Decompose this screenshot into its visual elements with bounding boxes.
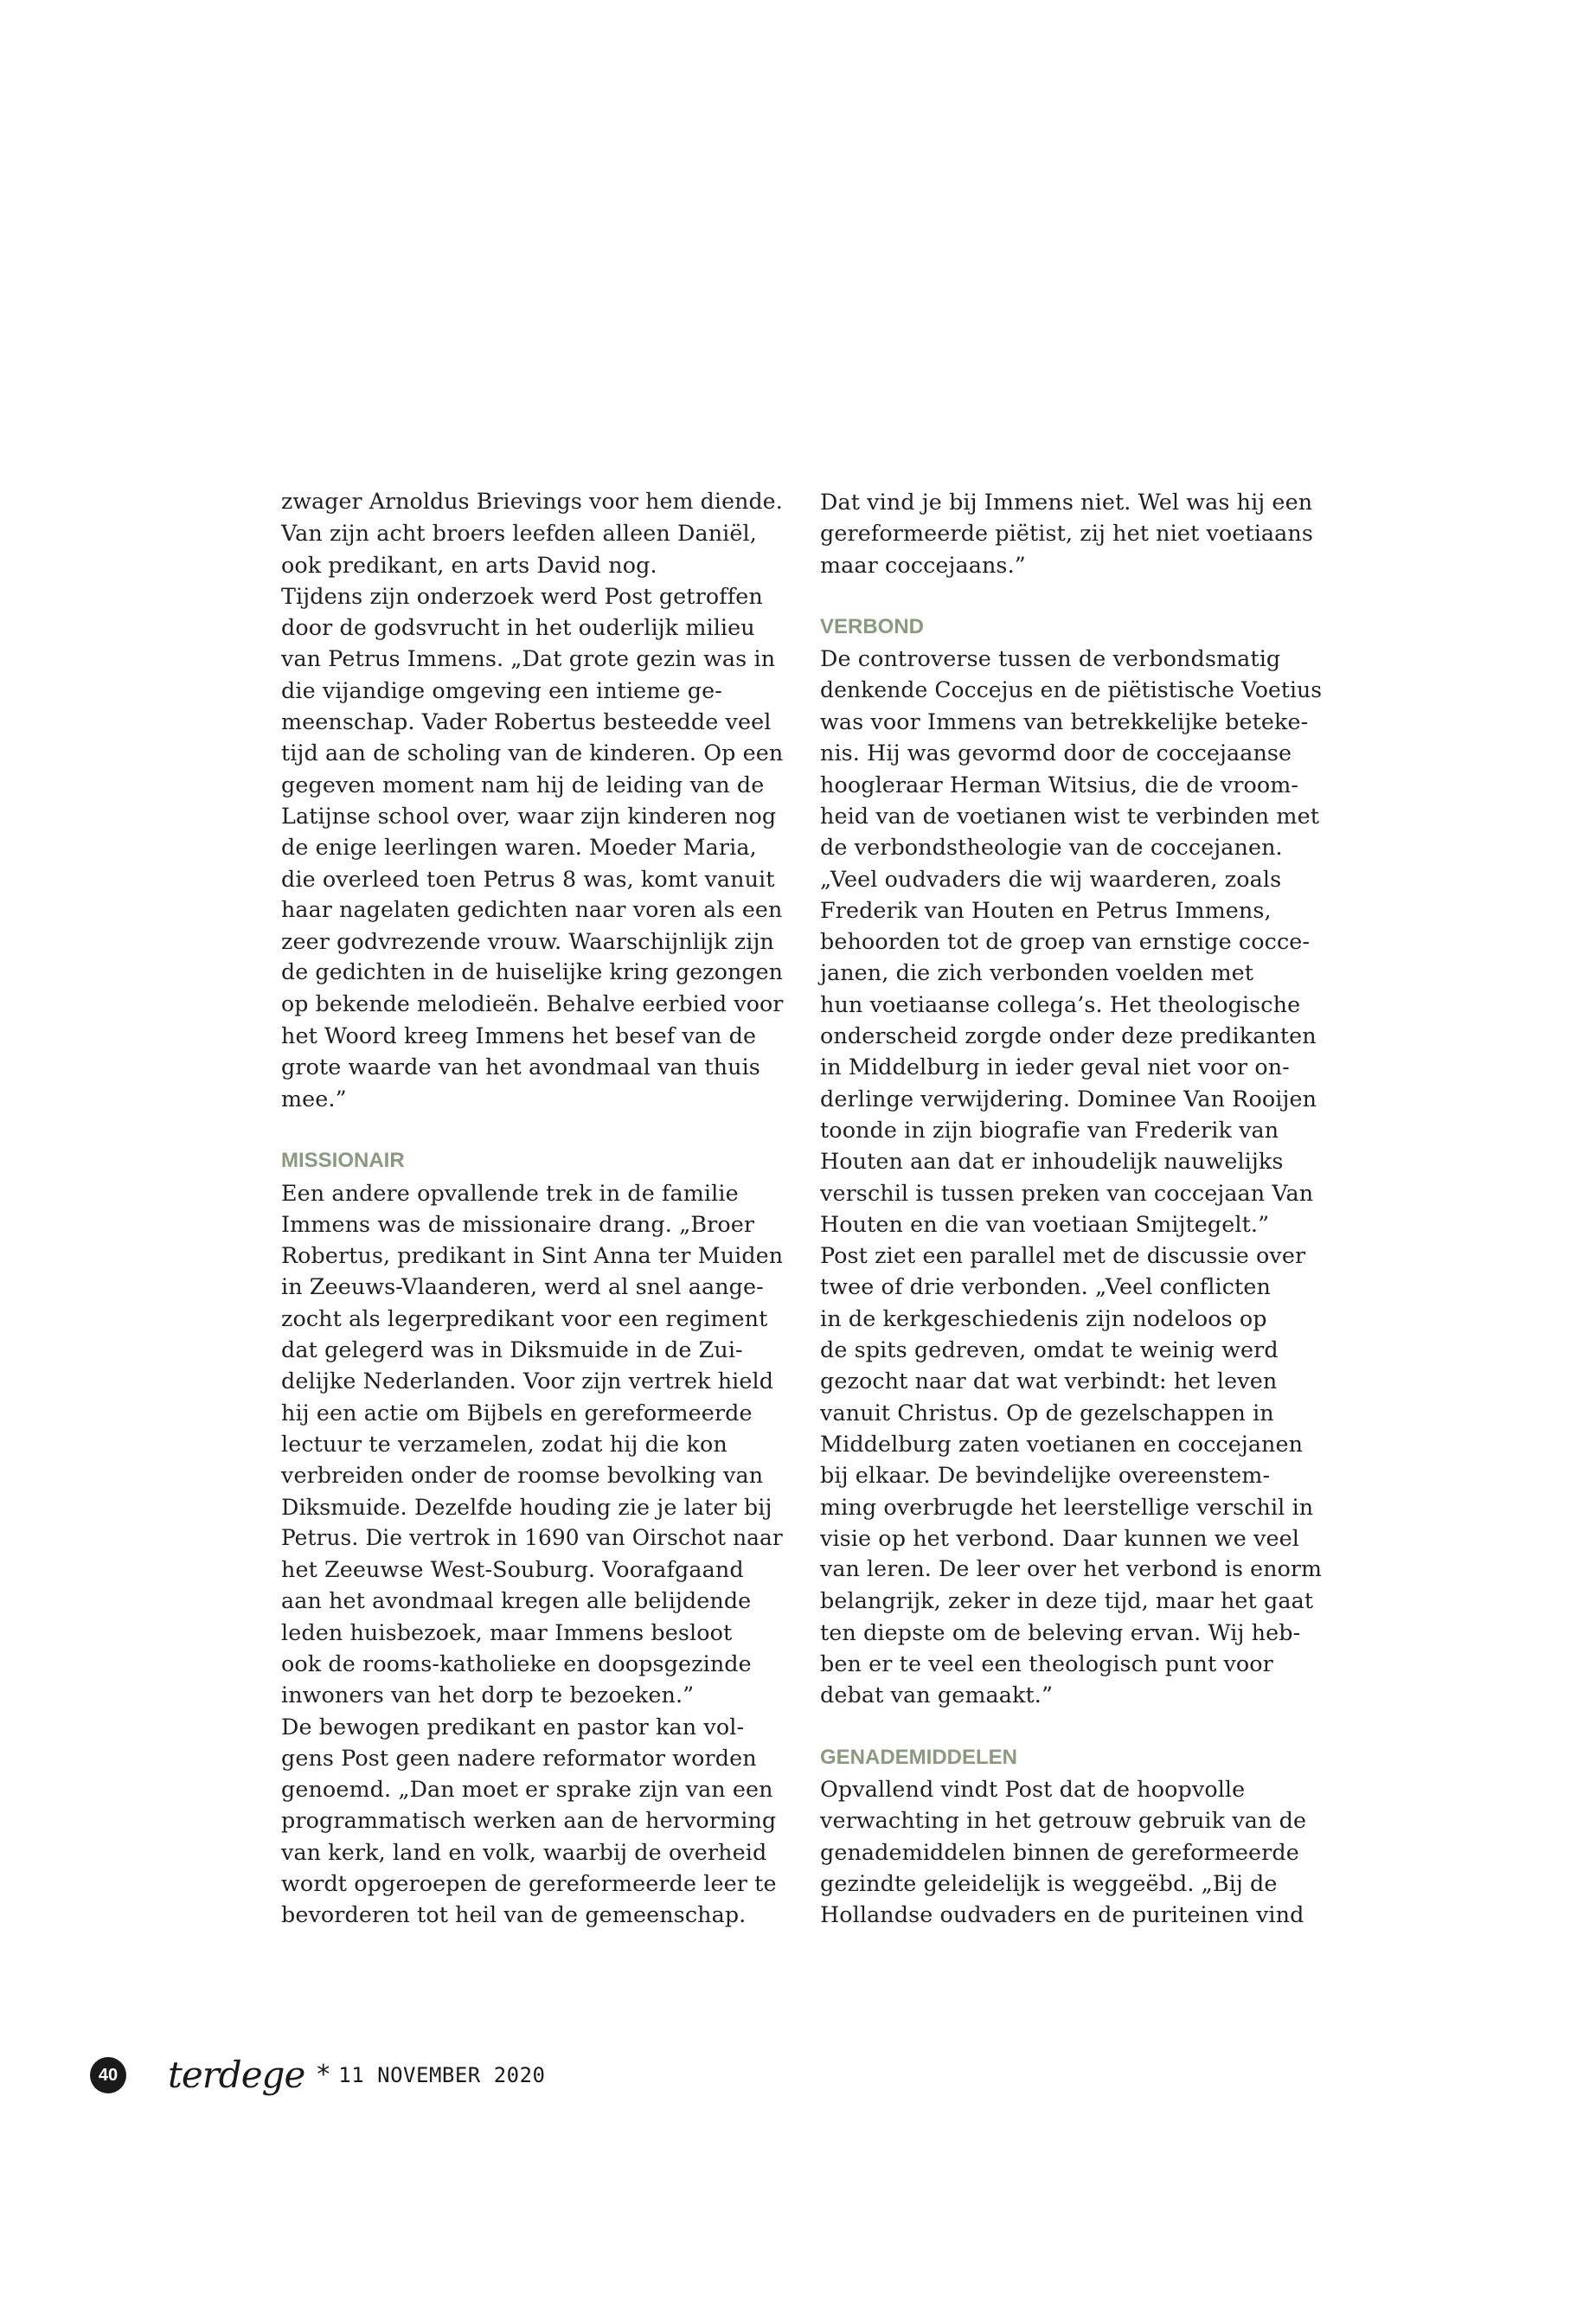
text-line: Dat vind je bij Immens niet. Wel was hij een <box>820 489 1313 515</box>
text-line: wordt opgeroepen de gereformeerde leer te <box>281 1870 777 1897</box>
text-line: het Zeeuwse West-Souburg. Voorafgaand <box>281 1556 744 1583</box>
text-line: genademiddelen binnen de gereformeerde <box>820 1838 1299 1865</box>
text-line: in Zeeuws-Vlaanderen, werd al snel aange- <box>281 1273 764 1300</box>
text-line: door de godsvrucht in het ouderlijk milieu <box>281 614 755 641</box>
text-line: Opvallend vindt Post dat de hoopvolle <box>820 1776 1246 1803</box>
text-line: maar coccejaans.” <box>820 551 1026 578</box>
heading-verbond: VERBOND <box>820 615 925 639</box>
paragraph-gap <box>820 580 1322 612</box>
text-line: Middelburg zaten voetianen en coccejanen <box>820 1430 1304 1457</box>
text-line: van leren. De leer over het verbond is enorm <box>820 1556 1323 1582</box>
text-line: hij een actie om Bijbels en gereformeerde <box>281 1399 753 1426</box>
text-line: hun voetiaanse collega’s. Het theologische <box>820 990 1301 1017</box>
text-line: vanuit Christus. Op de gezelschappen in <box>820 1399 1274 1426</box>
text-line: twee of drie verbonden. „Veel conflicten <box>820 1273 1271 1300</box>
text-line: De controverse tussen de verbondsmatig <box>820 645 1281 672</box>
text-line: genoemd. „Dan moet er sprake zijn van een <box>281 1776 773 1803</box>
text-line: De bewogen predikant en pastor kan vol- <box>281 1713 745 1740</box>
left-column <box>281 486 783 1931</box>
missionair-paragraph <box>281 1177 783 1931</box>
text-line: hoogleraar Herman Witsius, die de vroom- <box>820 771 1299 798</box>
text-line: Houten aan dat er inhoudelijk nauwelijks <box>820 1148 1284 1175</box>
text-line: de verbondstheologie van de coccejanen. <box>820 834 1283 861</box>
text-line: Frederik van Houten en Petrus Immens, <box>820 896 1272 923</box>
text-line: derlinge verwijdering. Dominee Van Rooijen <box>820 1085 1317 1112</box>
text-line: het Woord kreeg Immens het besef van de <box>281 1022 757 1049</box>
right-column <box>820 486 1322 1931</box>
text-line: ten diepste om de beleving ervan. Wij heb- <box>820 1618 1301 1645</box>
text-line: Diksmuide. Dezelfde houding zie je later bij <box>281 1493 772 1520</box>
text-line: behoorden tot de groep van ernstige cocce- <box>820 928 1311 955</box>
text-line: de gedichten in de huiselijke kring gezongen <box>281 959 784 985</box>
text-line: de spits gedreven, omdat te weinig werd <box>820 1336 1279 1363</box>
text-line: gezocht naar dat wat verbindt: het leven <box>820 1368 1278 1394</box>
text-line: gegeven moment nam hij de leiding van de <box>281 771 765 798</box>
page-footer <box>90 2055 545 2095</box>
text-line: die overleed toen Petrus 8 was, komt vanuit <box>281 865 775 892</box>
text-line: bij elkaar. De bevindelijke overeenstem- <box>820 1462 1271 1489</box>
paragraph-gap <box>820 1711 1322 1742</box>
text-line: Immens was de missionaire drang. „Broer <box>281 1210 755 1237</box>
text-line: janen, die zich verbonden voelden met <box>820 959 1254 986</box>
text-line: Robertus, predikant in Sint Anna ter Muiden <box>281 1242 784 1269</box>
text-line: verbreiden onder de roomse bevolking van <box>281 1462 764 1489</box>
text-line: programmatisch werken aan de hervorming <box>281 1807 777 1834</box>
text-line: Petrus. Die vertrok in 1690 van Oirschot naar <box>281 1524 783 1550</box>
text-line: belangrijk, zeker in deze tijd, maar het gaat <box>820 1587 1314 1614</box>
text-line: gens Post geen nadere reformator worden <box>281 1744 757 1771</box>
issue-date: 11 NOVEMBER 2020 <box>338 2063 546 2087</box>
text-line: gereformeerde piëtist, zij het niet voetiaans <box>820 520 1313 547</box>
text-line: nis. Hij was gevormd door de coccejaanse <box>820 740 1292 766</box>
text-line: grote waarde van het avondmaal van thuis <box>281 1054 760 1080</box>
text-line: „Veel oudvaders die wij waarderen, zoals <box>820 865 1282 892</box>
asterisk-icon: * <box>317 2060 330 2090</box>
text-line: van kerk, land en volk, waarbij de overheid <box>281 1838 767 1865</box>
text-line: leden huisbezoek, maar Immens besloot <box>281 1618 733 1645</box>
page-number: 40 <box>90 2057 126 2093</box>
continued-paragraph <box>820 486 1322 580</box>
text-line: ming overbrugde het leerstellige verschil in <box>820 1493 1314 1520</box>
text-line: lectuur te verzamelen, zodat hij die kon <box>281 1430 727 1457</box>
text-line: Tijdens zijn onderzoek werd Post getroffen <box>281 582 763 609</box>
text-line: verschil is tussen preken van coccejaan Van <box>820 1179 1314 1206</box>
genademiddelen-paragraph <box>820 1773 1322 1930</box>
text-line: ook predikant, en arts David nog. <box>281 551 657 578</box>
text-line: inwoners van het dorp te bezoeken.” <box>281 1682 695 1708</box>
text-line: ben er te veel een theologisch punt voor <box>820 1650 1273 1676</box>
text-line: in de kerkgeschiedenis zijn nodeloos op <box>820 1304 1267 1331</box>
text-line: Hollandse oudvaders en de puriteinen vind <box>820 1901 1304 1928</box>
text-line: Een andere opvallende trek in de familie <box>281 1179 739 1206</box>
text-line: tijd aan de scholing van de kinderen. Op een <box>281 740 784 766</box>
text-line: gezindte geleidelijk is weggeëbd. „Bij de <box>820 1870 1278 1897</box>
magazine-logo: terdege <box>168 2054 305 2096</box>
text-line: debat van gemaakt.” <box>820 1682 1054 1708</box>
text-line: zeer godvrezende vrouw. Waarschijnlijk zijn <box>281 928 774 955</box>
text-line: op bekende melodieën. Behalve eerbied voor <box>281 990 784 1016</box>
text-line: die vijandige omgeving een intieme ge- <box>281 676 722 703</box>
text-line: meenschap. Vader Robertus besteedde veel <box>281 708 772 735</box>
text-line: visie op het verbond. Daar kunnen we veel <box>820 1524 1299 1551</box>
text-line: zwager Arnoldus Brievings voor hem diende. <box>281 489 783 514</box>
text-line: de enige leerlingen waren. Moeder Maria, <box>281 834 757 861</box>
text-line: mee.” <box>281 1085 347 1112</box>
heading-missionair: MISSIONAIR <box>281 1149 405 1173</box>
text-line: van Petrus Immens. „Dat grote gezin was in <box>281 645 776 672</box>
text-line: toonde in zijn biografie van Frederik van <box>820 1116 1279 1143</box>
text-line: was voor Immens van betrekkelijke beteke- <box>820 708 1309 735</box>
text-line: Post ziet een parallel met de discussie over <box>820 1242 1306 1269</box>
verbond-paragraph <box>820 643 1322 1710</box>
text-line: in Middelburg in ieder geval niet voor on- <box>820 1054 1290 1080</box>
text-line: bevorderen tot heil van de gemeenschap. <box>281 1901 747 1928</box>
text-line: verwachting in het getrouw gebruik van de <box>820 1807 1307 1834</box>
text-line: ook de rooms-katholieke en doopsgezinde <box>281 1650 752 1676</box>
text-line: Houten en die van voetiaan Smijtegelt.” <box>820 1210 1270 1237</box>
text-line: heid van de voetianen wist te verbinden met <box>820 802 1320 829</box>
paragraph-gap <box>281 1114 783 1145</box>
text-line: dat gelegerd was in Diksmuide in de Zui- <box>281 1336 743 1363</box>
intro-paragraph <box>281 486 783 1114</box>
text-line: denkende Coccejus en de piëtistische Voetius <box>820 676 1323 702</box>
text-line: haar nagelaten gedichten naar voren als een <box>281 896 783 922</box>
text-line: onderscheid zorgde onder deze predikanten <box>820 1022 1317 1049</box>
text-line: Van zijn acht broers leefden alleen Daniël, <box>281 520 757 547</box>
text-line: Latijnse school over, waar zijn kinderen nog <box>281 802 777 829</box>
text-line: zocht als legerpredikant voor een regiment <box>281 1304 768 1331</box>
text-line: aan het avondmaal kregen alle belijdende <box>281 1587 752 1614</box>
text-line: delijke Nederlanden. Voor zijn vertrek hield <box>281 1368 774 1394</box>
heading-genademiddelen: GENADEMIDDELEN <box>820 1745 1018 1769</box>
